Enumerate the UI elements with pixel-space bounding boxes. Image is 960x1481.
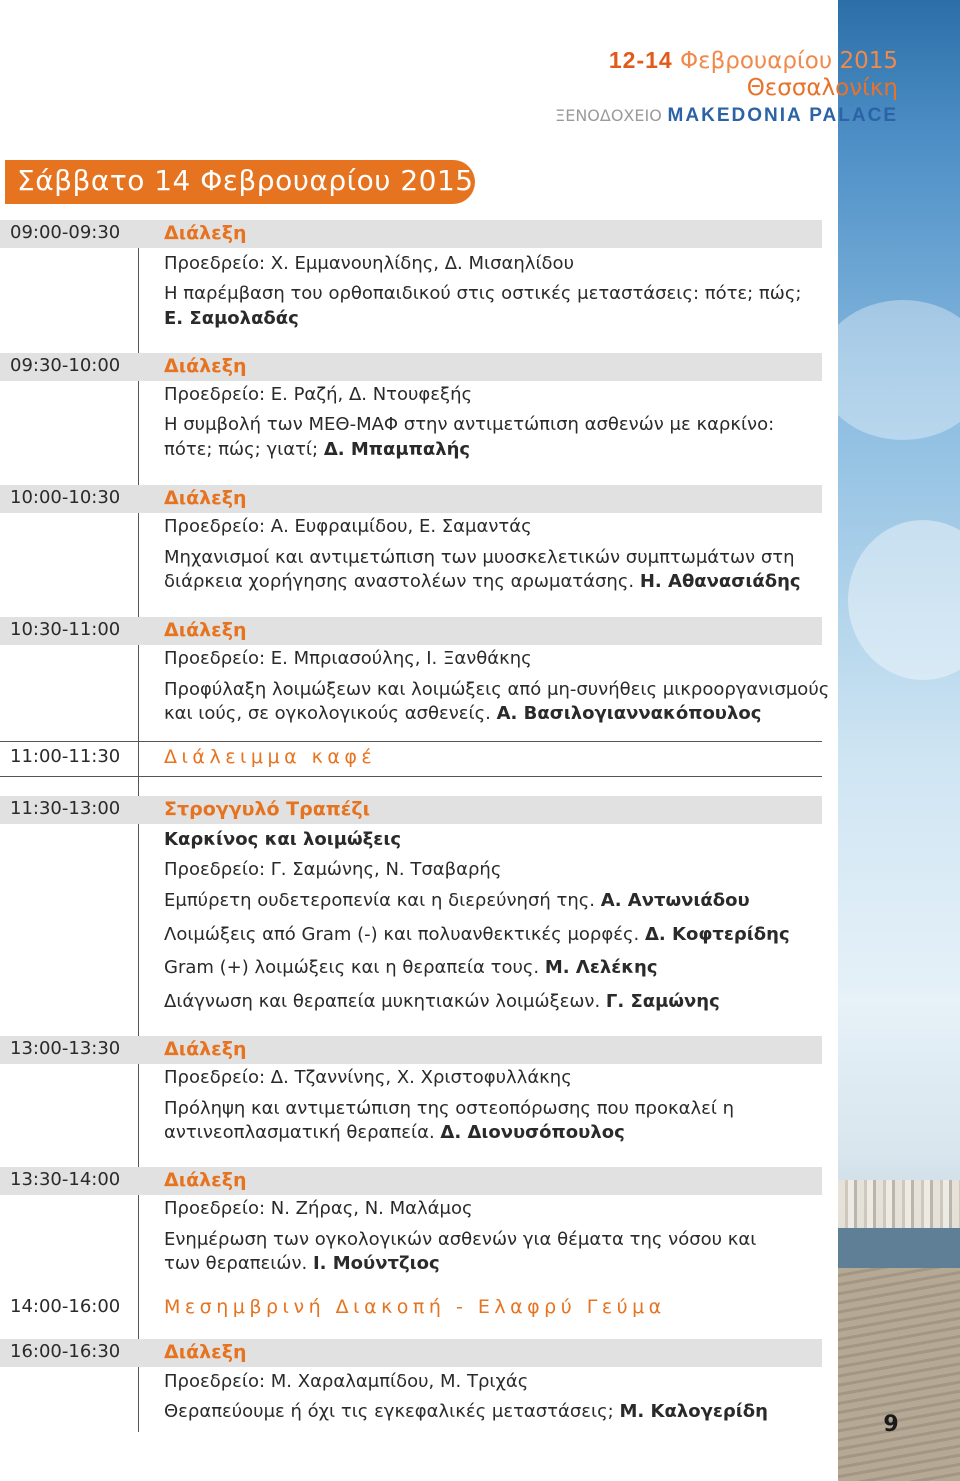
talk-title-cont bbox=[164, 439, 470, 460]
talk-title-cont bbox=[164, 308, 299, 329]
side-photo-strip bbox=[838, 0, 960, 1481]
event-dates-line bbox=[555, 46, 898, 75]
pier-deck bbox=[838, 1268, 960, 1481]
slot-time: 16:00-16:30 bbox=[10, 1341, 121, 1362]
time-bar bbox=[0, 353, 822, 381]
talk-title-text: Εμπύρετη ουδετεροπενία και η διερεύνησή της. bbox=[164, 890, 596, 911]
time-bar bbox=[0, 485, 822, 513]
slot-time: 09:30-10:00 bbox=[10, 355, 121, 376]
talk-title-text: Θεραπεύουμε ή όχι τις εγκεφαλικές μεταστάσεις; bbox=[164, 1401, 614, 1422]
day-banner bbox=[5, 160, 475, 204]
slot-chair: Προεδρείο: Ν. Ζήρας, Ν. Μαλάμος bbox=[164, 1198, 473, 1219]
roundtable-subtitle: Καρκίνος και λοιμώξεις bbox=[164, 829, 401, 850]
slot-chair: Προεδρείο: Ε. Ραζή, Δ. Ντουφεξής bbox=[164, 384, 473, 405]
day-title: Σάββατο 14 Φεβρουαρίου 2015 bbox=[17, 164, 474, 197]
talk-title-cont bbox=[164, 1253, 440, 1274]
talk-title-cont bbox=[164, 571, 801, 592]
talk-speaker: Δ. Κοφτερίδης bbox=[644, 924, 790, 945]
city-skyline bbox=[838, 1180, 960, 1228]
slot-type: Διάλεξη bbox=[164, 355, 247, 377]
talk-title: Προφύλαξη λοιμώξεων και λοιμώξεις από μη-συνήθεις μικροοργανισμούς bbox=[164, 679, 830, 700]
slot-type: Στρογγυλό Τραπέζι bbox=[164, 798, 371, 820]
time-bar bbox=[0, 617, 822, 645]
slot-time: 11:00-11:30 bbox=[10, 746, 121, 767]
slot-type: Διάλεξη bbox=[164, 619, 247, 641]
talk-speaker: Δ. Διονυσόπουλος bbox=[440, 1122, 625, 1143]
talk-speaker: Ι. Μούντζιος bbox=[312, 1253, 440, 1274]
talk-speaker: Δ. Μπαμπαλής bbox=[323, 439, 471, 460]
cloud-shape bbox=[848, 520, 960, 680]
time-bar bbox=[0, 220, 822, 248]
talk-title-text: Gram (+) λοιμώξεις και η θεραπεία τους. bbox=[164, 957, 540, 978]
talk-item bbox=[164, 924, 790, 945]
talk-title-text: πότε; πώς; γιατί; bbox=[164, 439, 319, 460]
slot-type: Διάλεξη bbox=[164, 222, 247, 244]
talk-speaker: Α. Βασιλογιαννακόπουλος bbox=[496, 703, 762, 724]
time-bar bbox=[0, 1339, 822, 1367]
cloud-shape bbox=[838, 300, 960, 440]
slot-type: Διάλεξη bbox=[164, 487, 247, 509]
slot-chair: Προεδρείο: Ε. Μπριασούλης, Ι. Ξανθάκης bbox=[164, 648, 532, 669]
venue-label: ΞΕΝΟΔΟΧΕΙΟ bbox=[555, 106, 662, 125]
talk-title-text: Διάγνωση και θεραπεία μυκητιακών λοιμώξεων. bbox=[164, 991, 601, 1012]
talk-speaker: Μ. Καλογερίδη bbox=[619, 1401, 768, 1422]
time-bar bbox=[0, 741, 822, 777]
event-header bbox=[555, 46, 898, 131]
slot-chair: Προεδρείο: Μ. Χαραλαμπίδου, Μ. Τριχάς bbox=[164, 1371, 529, 1392]
slot-type: Διάλεξη bbox=[164, 1341, 247, 1363]
slot-chair: Προεδρείο: Χ. Εμμανουηλίδης, Δ. Μισαηλίδου bbox=[164, 253, 574, 274]
talk-speaker: Ε. Σαμολαδάς bbox=[164, 308, 299, 329]
slot-type: Μεσημβρινή Διακοπή - Ελαφρύ Γεύμα bbox=[164, 1296, 666, 1318]
slot-time: 13:30-14:00 bbox=[10, 1169, 121, 1190]
slot-type: Διάλεξη bbox=[164, 1038, 247, 1060]
time-bar bbox=[0, 1036, 822, 1064]
event-venue bbox=[555, 101, 898, 131]
page-number: 9 bbox=[883, 1412, 899, 1437]
sea bbox=[838, 1228, 960, 1268]
talk-title-text: διάρκεια χορήγησης αναστολέων της αρωματάσης. bbox=[164, 571, 635, 592]
talk-title: Μηχανισμοί και αντιμετώπιση των μυοσκελετικών συμπτωμάτων στη bbox=[164, 547, 795, 568]
slot-chair: Προεδρείο: Α. Ευφραιμίδου, Ε. Σαμαντάς bbox=[164, 516, 532, 537]
venue-name: MAKEDONIA PALACE bbox=[667, 105, 898, 126]
time-bar bbox=[0, 796, 822, 824]
slot-type: Διάλεξη bbox=[164, 1169, 247, 1191]
slot-time: 10:30-11:00 bbox=[10, 619, 121, 640]
talk-item bbox=[164, 1401, 768, 1422]
talk-title-cont bbox=[164, 1122, 625, 1143]
column-divider bbox=[138, 220, 139, 1432]
slot-chair: Προεδρείο: Γ. Σαμώνης, Ν. Τσαβαρής bbox=[164, 859, 502, 880]
slot-time: 09:00-09:30 bbox=[10, 222, 121, 243]
talk-title-cont bbox=[164, 703, 761, 724]
slot-time: 11:30-13:00 bbox=[10, 798, 121, 819]
slot-time: 14:00-16:00 bbox=[10, 1296, 121, 1317]
event-dates: 12-14 bbox=[608, 47, 673, 73]
talk-item bbox=[164, 991, 720, 1012]
time-bar bbox=[0, 1167, 822, 1195]
talk-speaker: Α. Αντωνιάδου bbox=[600, 890, 750, 911]
talk-item bbox=[164, 957, 658, 978]
talk-item bbox=[164, 890, 750, 911]
talk-speaker: Μ. Λελέκης bbox=[544, 957, 658, 978]
slot-chair: Προεδρείο: Δ. Τζαννίνης, Χ. Χριστοφυλλάκης bbox=[164, 1067, 572, 1088]
talk-title: Η παρέμβαση του ορθοπαιδικού στις οστικές μεταστάσεις: πότε; πώς; bbox=[164, 283, 802, 304]
talk-title-text: και ιούς, σε ογκολογικούς ασθενείς. bbox=[164, 703, 491, 724]
talk-title-text: Λοιμώξεις από Gram (-) και πολυανθεκτικές μορφές. bbox=[164, 924, 640, 945]
talk-speaker: Γ. Σαμώνης bbox=[605, 991, 720, 1012]
talk-title-text: αντινεοπλασματική θεραπεία. bbox=[164, 1122, 435, 1143]
talk-title: Πρόληψη και αντιμετώπιση της οστεοπόρωσης που προκαλεί η bbox=[164, 1098, 735, 1119]
talk-title: Η συμβολή των ΜΕΘ-ΜΑΦ στην αντιμετώπιση ασθενών με καρκίνο: bbox=[164, 414, 775, 435]
talk-title-text: των θεραπειών. bbox=[164, 1253, 308, 1274]
slot-type: Διάλειμμα καφέ bbox=[164, 746, 377, 768]
event-month-year: Φεβρουαρίου 2015 bbox=[680, 48, 898, 74]
talk-speaker: Η. Αθανασιάδης bbox=[639, 571, 801, 592]
talk-title: Ενημέρωση των ογκολογικών ασθενών για θέματα της νόσου και bbox=[164, 1229, 757, 1250]
slot-time: 13:00-13:30 bbox=[10, 1038, 121, 1059]
event-city: Θεσσαλονίκη bbox=[746, 75, 898, 101]
slot-time: 10:00-10:30 bbox=[10, 487, 121, 508]
